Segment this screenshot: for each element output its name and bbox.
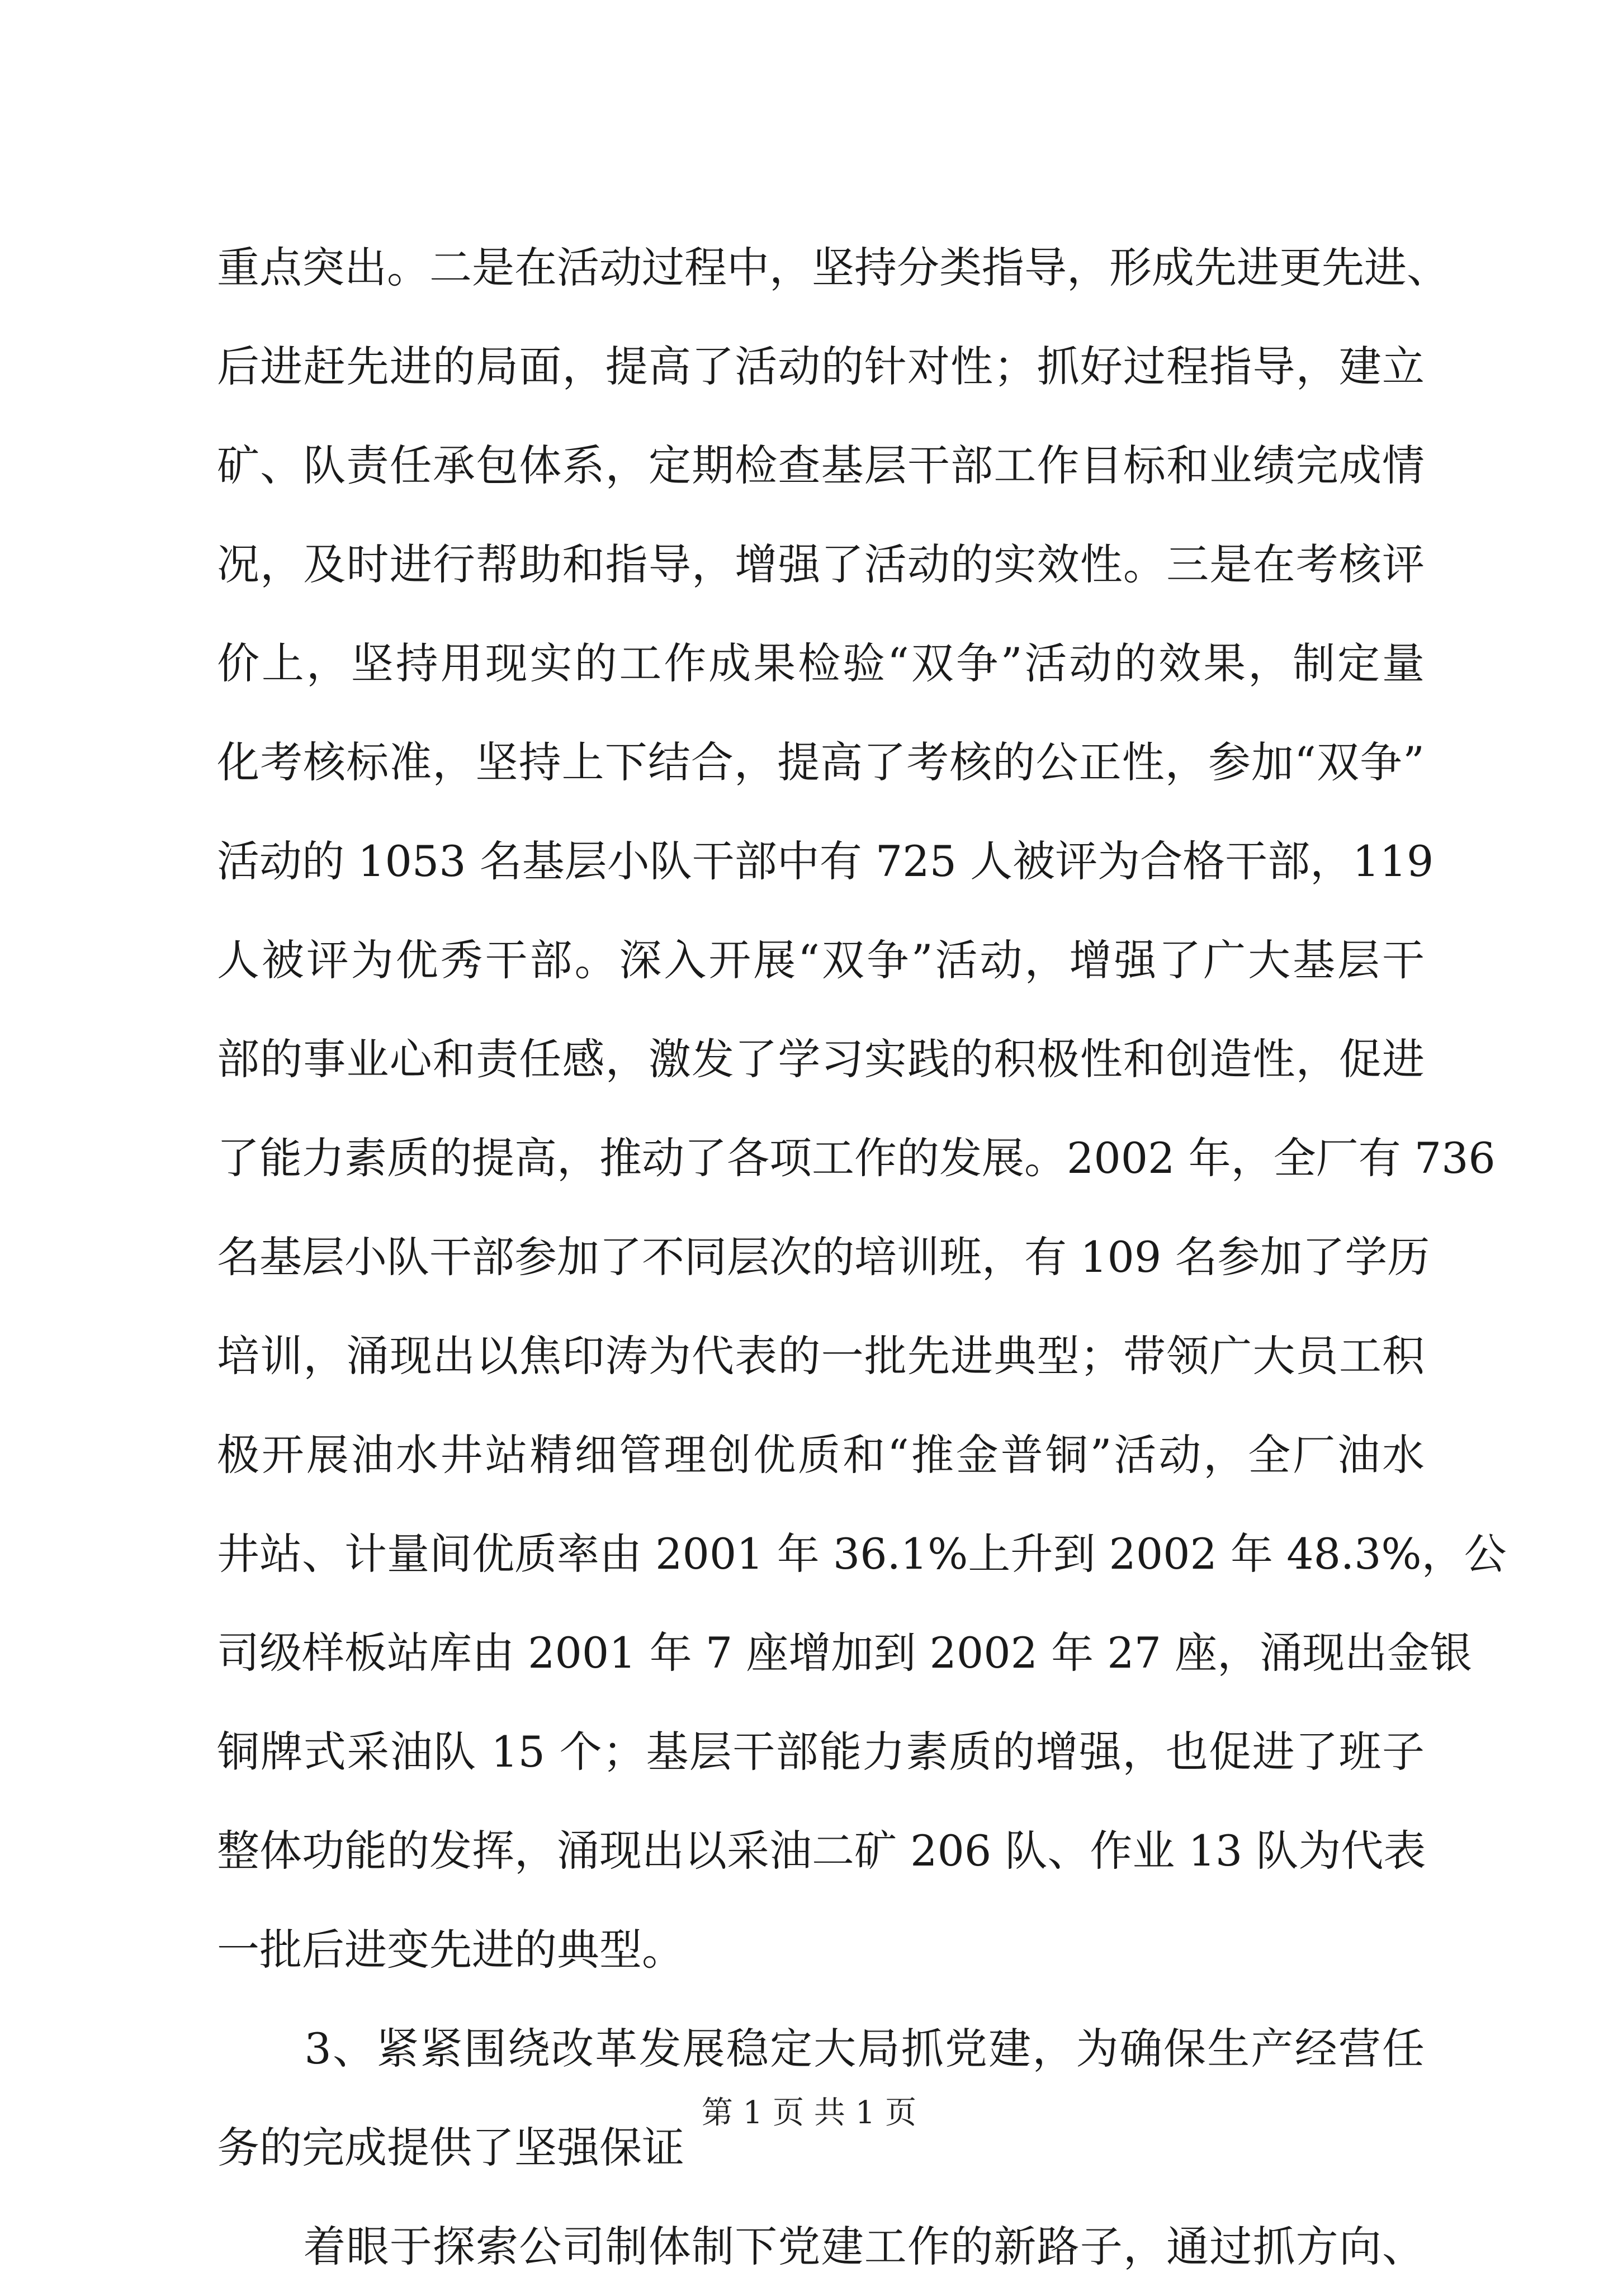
body-line: 培训，涌现出以焦印涛为代表的一批先进典型；带领广大员工积 [217,1331,1425,1381]
section-heading-line: 3、紧紧围绕改革发展稳定大局抓党建，为确保生产经营任 [217,2024,1425,2073]
body-line: 矿、队责任承包体系，定期检查基层干部工作目标和业绩完成情 [217,441,1425,490]
body-line: 后进赶先进的局面，提高了活动的针对性；抓好过程指导，建立 [217,342,1425,391]
body-line: 价上，坚持用现实的工作成果检验“双争”活动的效果，制定量 [217,638,1425,688]
body-line: 人被评为优秀干部。深入开展“双争”活动，增强了广大基层干 [217,935,1425,985]
body-line: 部的事业心和责任感，激发了学习实践的积极性和创造性，促进 [217,1034,1425,1084]
document-body [217,218,1507,2296]
body-line: 名基层小队干部参加了不同层次的培训班，有 109 名参加了学历 [217,1232,1430,1282]
body-line: 铜牌式采油队 15 个；基层干部能力素质的增强，也促进了班子 [217,1727,1425,1777]
body-line: 井站、计量间优质率由 2001 年 36.1%上升到 2002 年 48.3%，公 [217,1529,1507,1579]
section-heading-end-line: 务的完成提供了坚强保证 [217,2123,684,2172]
body-line: 极开展油水井站精细管理创优质和“推金普铜”活动，全厂油水 [217,1430,1425,1480]
body-line: 了能力素质的提高，推动了各项工作的发展。2002 年，全厂有 736 [217,1133,1496,1183]
body-line: 司级样板站库由 2001 年 7 座增加到 2002 年 27 座，涌现出金银 [217,1628,1473,1678]
paragraph-end-line: 一批后进变先进的典型。 [217,1925,684,1975]
body-line: 活动的 1053 名基层小队干部中有 725 人被评为合格干部，119 [217,836,1434,886]
body-line: 整体功能的发挥，涌现出以采油二矿 206 队、作业 13 队为代表 [217,1826,1426,1876]
paragraph-start-line: 着眼于探索公司制体制下党建工作的新路子，通过抓方向、 [217,2222,1425,2271]
body-line: 化考核标准，坚持上下结合，提高了考核的公正性，参加“双争” [217,737,1425,787]
page-footer: 第 1 页 共 1 页 [701,2095,917,2131]
body-line: 重点突出。二是在活动过程中，坚持分类指导，形成先进更先进、 [217,243,1449,292]
body-line: 况，及时进行帮助和指导，增强了活动的实效性。三是在考核评 [217,539,1425,589]
